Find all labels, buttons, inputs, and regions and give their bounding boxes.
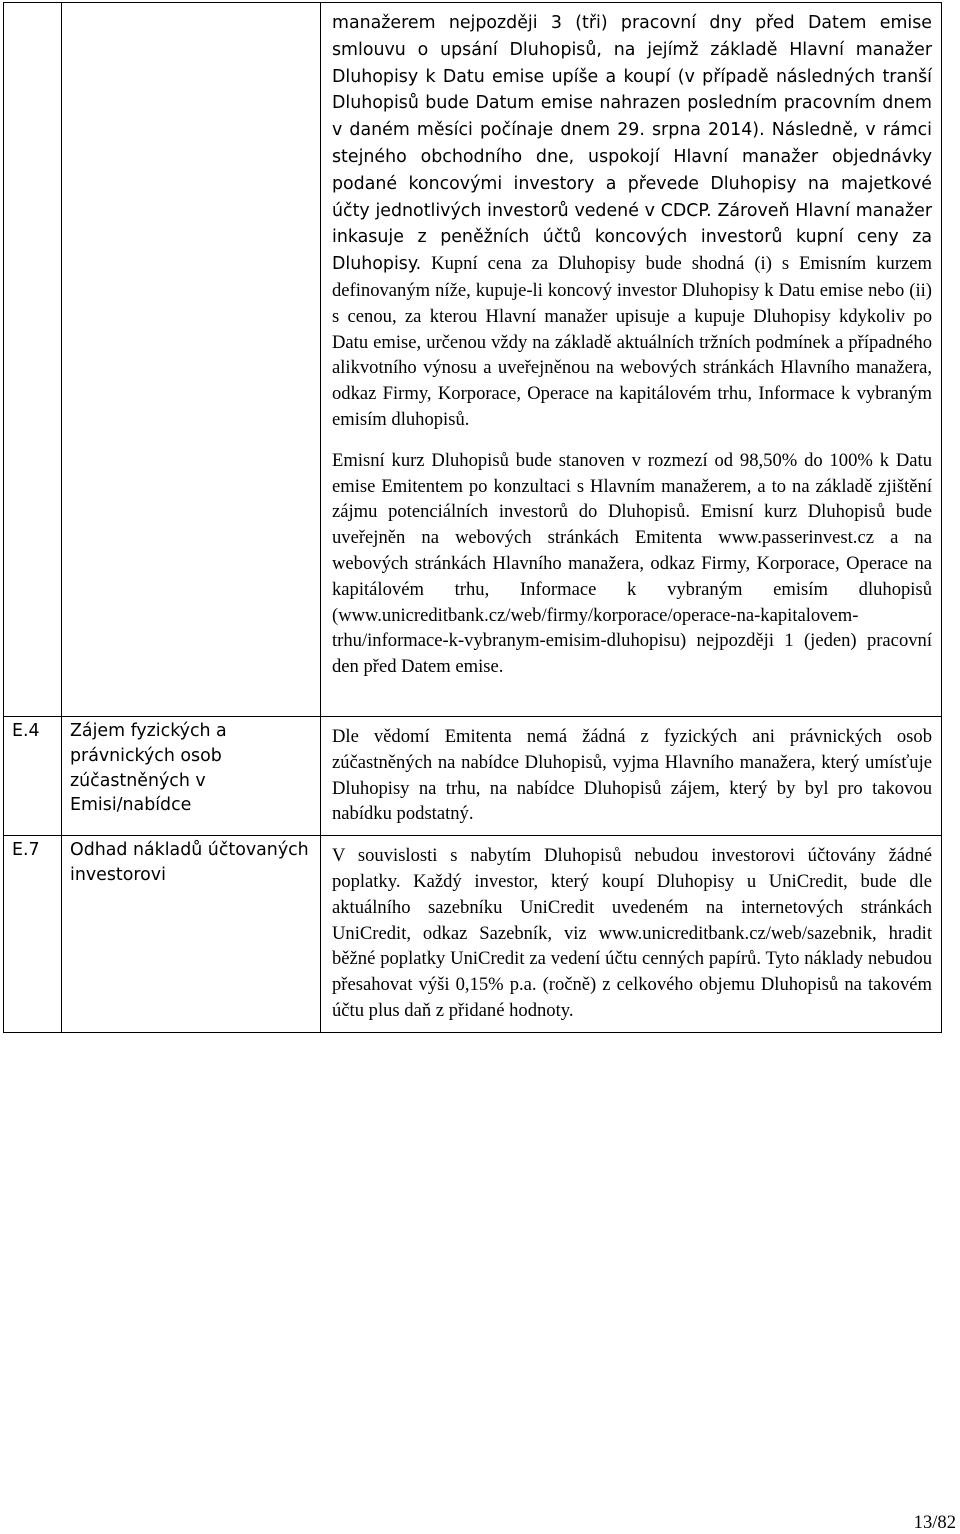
document-table xyxy=(3,2,942,1033)
row-text: V souvislosti s nabytím Dluhopisů nebudou investorovi účtovány žádné poplatky. Každý investor, který koupí Dluhopisy u UniCredit, bude dle aktuálního sazebníku UniCredit uvedeném na internetových stránkách UniCredit, odkaz Sazebník, viz www.unicreditbank.cz/web/sazebnik, hradit běžné poplatky UniCredit za vedení účtu cenných papírů. Tyto náklady nebudou přesahovat výši 0,15% p.a. (ročně) z celkového objemu Dluhopisů na takovém účtu plus daň z přidané hodnoty. xyxy=(321,836,942,1033)
text-cell-continuation xyxy=(321,3,942,717)
row-title: Zájem fyzických a právnických osob zúčastněných v Emisi/nabídce xyxy=(62,717,321,836)
settlement-text-sans: manažerem nejpozději 3 (tři) pracovní dny před Datem emise smlouvu o upsání Dluhopisů, na jejímž základě Hlavní manažer Dluhopisy k Datu emise upíše a koupí (v případě následných tranší Dluhopisů bude Datum emise nahrazen posledním pracovním dnem v daném měsíci počínaje dnem 29. srpna 2014). Následně, v rámci stejného obchodního dne, uspokojí Hlavní manažer objednávky podané koncovými investory a převede Dluhopisy na majetkové účty jednotlivých investorů vedené v CDCP. Zároveň Hlavní manažer inkasuje z peněžních účtů koncových investorů kupní ceny za Dluhopisy. xyxy=(332,13,932,275)
id-cell-empty xyxy=(4,3,62,717)
table-row-e7 xyxy=(4,836,942,1033)
table-row-e4 xyxy=(4,717,942,836)
paragraph-issue-price: Emisní kurz Dluhopisů bude stanoven v rozmezí od 98,50% do 100% k Datu emise Emitentem po konzultaci s Hlavním manažerem, a to na základě zjištění zájmu potenciálních investorů do Dluhopisů. Emisní kurz Dluhopisů bude uveřejněn na webových stránkách Emitenta www.passerinvest.cz a na webových stránkách Hlavního manažera, odkaz Firmy, Korporace, Operace na kapitálovém trhu, Informace k vybraným emisím dluhopisů (www.unicreditbank.cz/web/firmy/korporace/operace-na-kapitalovem-trhu/informace-k-vybranym-emisim-dluhopisu) nejpozději 1 (jeden) pracovní den před Datem emise. xyxy=(332,449,932,678)
table-row-continuation xyxy=(4,3,942,717)
page-number: 13/82 xyxy=(913,1512,956,1533)
row-text: Dle vědomí Emitenta nemá žádná z fyzických ani právnických osob zúčastněných na nabídce Dluhopisů, vyjma Hlavního manažera, který umísťuje Dluhopisy na trhu, na nabídce Dluhopisů zájem, který by byl pro takovou nabídku podstatný. xyxy=(321,717,942,836)
row-title: Odhad nákladů účtovaných investorovi xyxy=(62,836,321,1033)
title-cell-empty xyxy=(62,3,321,717)
settlement-text-serif: Kupní cena za Dluhopisy bude shodná (i) s Emisním kurzem definovaným níže, kupuje-li koncový investor Dluhopisy k Datu emise nebo (ii) s cenou, za kterou Hlavní manažer upisuje a kupuje Dluhopisy kdykoliv po Datu emise, určenou vždy na základě aktuálních tržních podmínek a případného alikvotního výnosu a uveřejněnou na webových stránkách Hlavního manažera, odkaz Firmy, Korporace, Operace na kapitálovém trhu, Informace k vybraným emisím dluhopisů. xyxy=(332,253,932,430)
row-id: E.7 xyxy=(4,836,62,1033)
row-id: E.4 xyxy=(4,717,62,836)
paragraph-settlement xyxy=(332,10,932,433)
